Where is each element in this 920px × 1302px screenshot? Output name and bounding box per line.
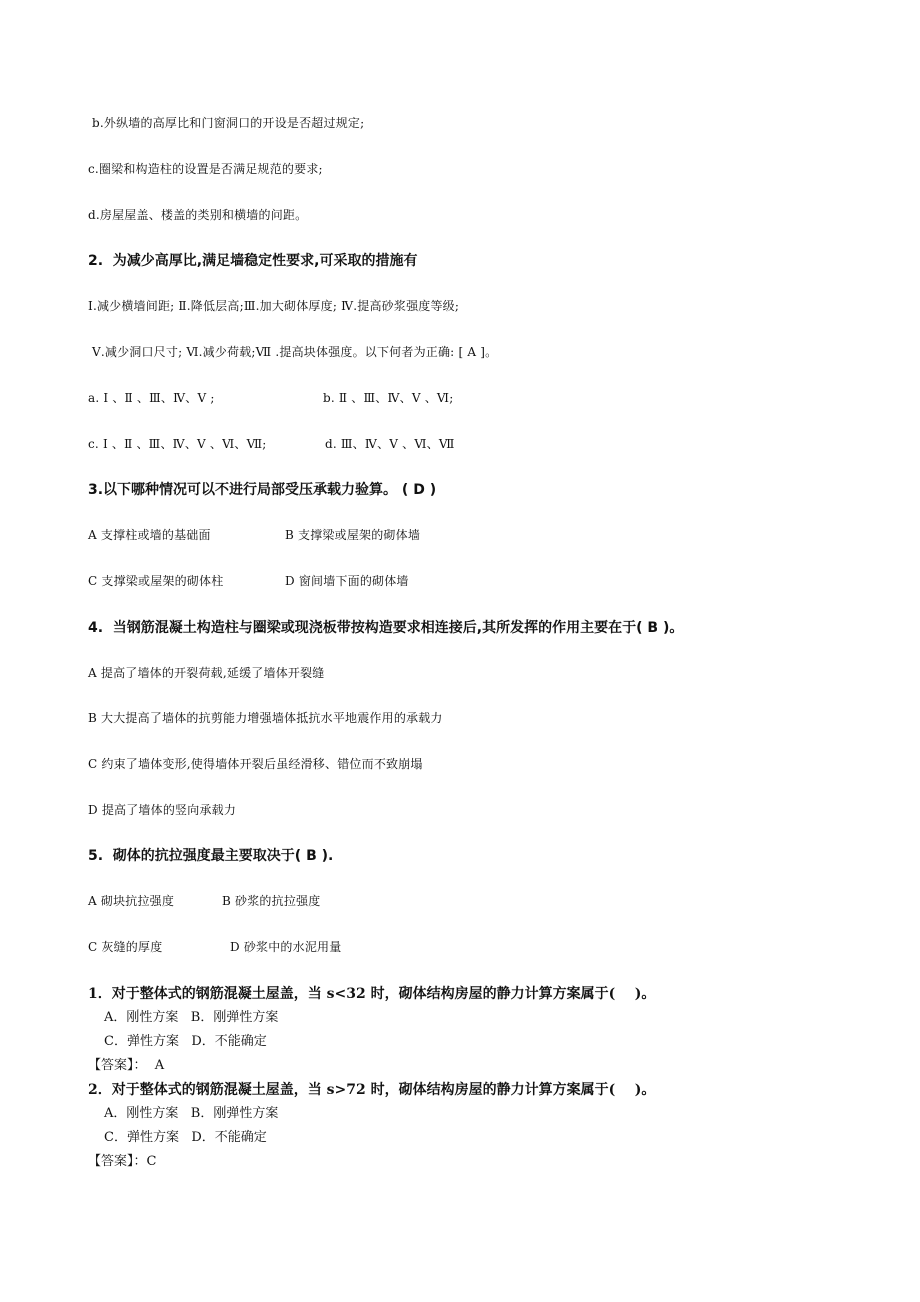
question-5-title: 5. 砌体的抗拉强度最主要取决于( B ). xyxy=(88,848,334,864)
option-c-text: c.圈梁和构造柱的设置是否满足规范的要求; xyxy=(88,162,323,176)
option-d-text: d.房屋屋盖、楼盖的类别和横墙的问距。 xyxy=(88,208,308,222)
question-6-options-row-2: C．弹性方案 D．不能确定 xyxy=(104,1034,267,1049)
question-5-option-a: A 砌块抗拉强度 xyxy=(88,894,175,908)
question-3-option-d: D 窗间墙下面的砌体墙 xyxy=(285,574,409,588)
question-2-measures-line-2: Ⅴ.减少洞口尺寸; Ⅵ.减少荷载;Ⅶ .提高块体强度。以下何者为正确: [ A ]。 xyxy=(92,345,498,359)
question-3-option-b: B 支撑梁或屋架的砌体墙 xyxy=(285,528,421,542)
question-2-option-d: d. Ⅲ、Ⅳ、Ⅴ 、Ⅵ、Ⅶ xyxy=(325,437,455,451)
question-5-option-b: B 砂浆的抗拉强度 xyxy=(222,894,321,908)
question-3-option-a: A 支撑柱或墙的基础面 xyxy=(88,528,211,542)
question-2-title: 2. 为减少高厚比,满足墙稳定性要求,可采取的措施有 xyxy=(88,253,418,269)
question-3-title: 3.以下哪种情况可以不进行局部受压承载力验算。 ( D ) xyxy=(88,482,437,498)
question-3-option-c: C 支撑梁或屋架的砌体柱 xyxy=(88,574,224,588)
question-7-options-row-2: C．弹性方案 D．不能确定 xyxy=(104,1130,267,1145)
question-4-title: 4. 当钢筋混凝土构造柱与圈梁或现浇板带按构造要求相连接后,其所发挥的作用主要在于( B )。 xyxy=(88,620,684,636)
question-6-answer: 【答案】： A xyxy=(88,1058,165,1073)
question-2-option-b: b. Ⅱ 、Ⅲ、Ⅳ、Ⅴ 、Ⅵ; xyxy=(323,391,454,405)
question-4-option-d: D 提高了墙体的竖向承载力 xyxy=(88,803,237,817)
question-4-option-b: B 大大提高了墙体的抗剪能力增强墙体抵抗水平地震作用的承载力 xyxy=(88,711,443,725)
question-7-title: 2．对于整体式的钢筋混凝土屋盖，当 s>72 时，砌体结构房屋的静力计算方案属于( )。 xyxy=(88,1082,656,1098)
question-7-answer: 【答案】：C xyxy=(88,1154,157,1169)
question-5-option-d: D 砂浆中的水泥用量 xyxy=(230,940,342,954)
question-6-options-row-1: A．刚性方案 B．刚弹性方案 xyxy=(104,1010,279,1025)
option-b-text: b.外纵墙的高厚比和门窗洞口的开设是否超过规定; xyxy=(92,116,365,130)
question-5-option-c: C 灰缝的厚度 xyxy=(88,940,163,954)
question-4-option-c: C 约束了墙体变形,使得墙体开裂后虽经滑移、错位而不致崩塌 xyxy=(88,757,423,771)
question-2-option-c: c. Ⅰ 、Ⅱ 、Ⅲ、Ⅳ、Ⅴ 、Ⅵ、Ⅶ; xyxy=(88,437,267,451)
question-6-title: 1．对于整体式的钢筋混凝土屋盖，当 s<32 时，砌体结构房屋的静力计算方案属于( )。 xyxy=(88,986,656,1002)
question-7-options-row-1: A．刚性方案 B．刚弹性方案 xyxy=(104,1106,279,1121)
question-2-measures-line-1: Ⅰ.减少横墙间距; Ⅱ.降低层高;Ⅲ.加大砌体厚度; Ⅳ.提高砂浆强度等级; xyxy=(88,299,460,313)
question-2-option-a: a. Ⅰ 、Ⅱ 、Ⅲ、Ⅳ、Ⅴ ; xyxy=(88,391,215,405)
question-4-option-a: A 提高了墙体的开裂荷载,延缓了墙体开裂缝 xyxy=(88,666,325,680)
